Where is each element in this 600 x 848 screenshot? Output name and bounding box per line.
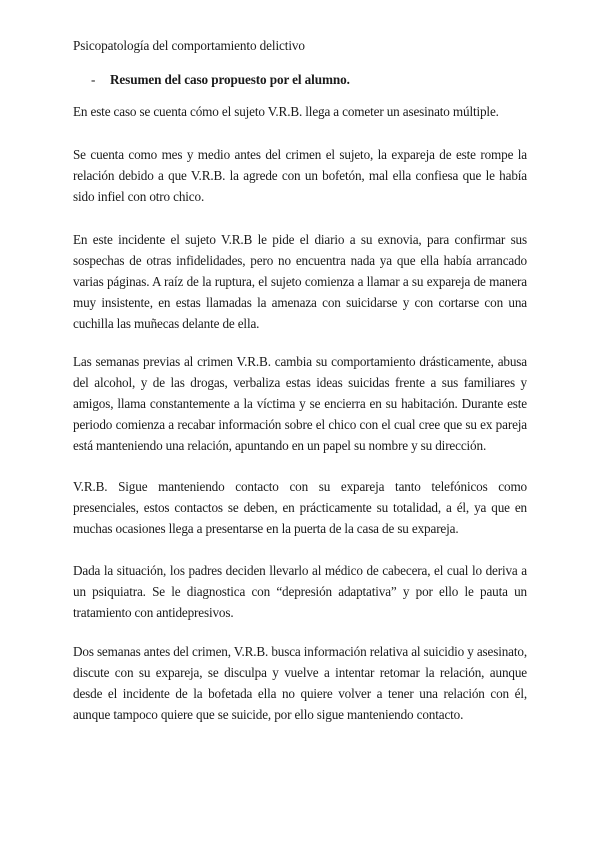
paragraph-7: Dos semanas antes del crimen, V.R.B. busca información relativa al suicidio y asesinato, discute con su expareja, se disculpa y vuelve a intentar retomar la relación, aunque desde el incidente de la bofetada ella no quiere volver a tener una relación con él, aunque tampoco quiere que se suicide, por ello sigue manteniendo contacto. xyxy=(73,644,527,722)
paragraph-1: En este caso se cuenta cómo el sujeto V.R.B. llega a cometer un asesinato múltiple. xyxy=(73,104,499,119)
paragraph-4: Las semanas previas al crimen V.R.B. cambia su comportamiento drásticamente, abusa del alcohol, y de las drogas, verbaliza estas ideas suicidas frente a sus familiares y amigos, llama constantemente a la víctima y se encierra en su habitación. Durante este periodo comienza a recabar información sobre el chico con el cual cree que su ex pareja está manteniendo una relación, apuntando en un papel su nombre y su dirección. xyxy=(73,354,527,453)
section-title: Resumen del caso propuesto por el alumno. xyxy=(110,72,350,87)
document-header: Psicopatología del comportamiento delictivo xyxy=(73,38,305,53)
section-heading xyxy=(91,72,350,88)
paragraph-6: Dada la situación, los padres deciden llevarlo al médico de cabecera, el cual lo deriva a un psiquiatra. Se le diagnostica con “depresión adaptativa” y por ello le pauta un tratamiento con antidepresivos. xyxy=(73,563,527,620)
bullet-dash: - xyxy=(91,72,96,87)
paragraph-5: V.R.B. Sigue manteniendo contacto con su expareja tanto telefónicos como presenciales, estos contactos se deben, en prácticamente su totalidad, a él, ya que en muchas ocasiones llega a presentarse en la puerta de la casa de su expareja. xyxy=(73,479,527,536)
paragraph-3: En este incidente el sujeto V.R.B le pide el diario a su exnovia, para confirmar sus sospechas de otras infidelidades, pero no encuentra nada ya que ella había arrancado varias páginas. A raíz de la ruptura, el sujeto comienza a llamar a su expareja de manera muy insistente, en estas llamadas la amenaza con suicidarse y con cortarse con una cuchilla las muñecas delante de ella. xyxy=(73,232,527,331)
paragraph-2: Se cuenta como mes y medio antes del crimen el sujeto, la expareja de este rompe la relación debido a que V.R.B. la agrede con un bofetón, mal ella confiesa que le había sido infiel con otro chico. xyxy=(73,147,527,204)
